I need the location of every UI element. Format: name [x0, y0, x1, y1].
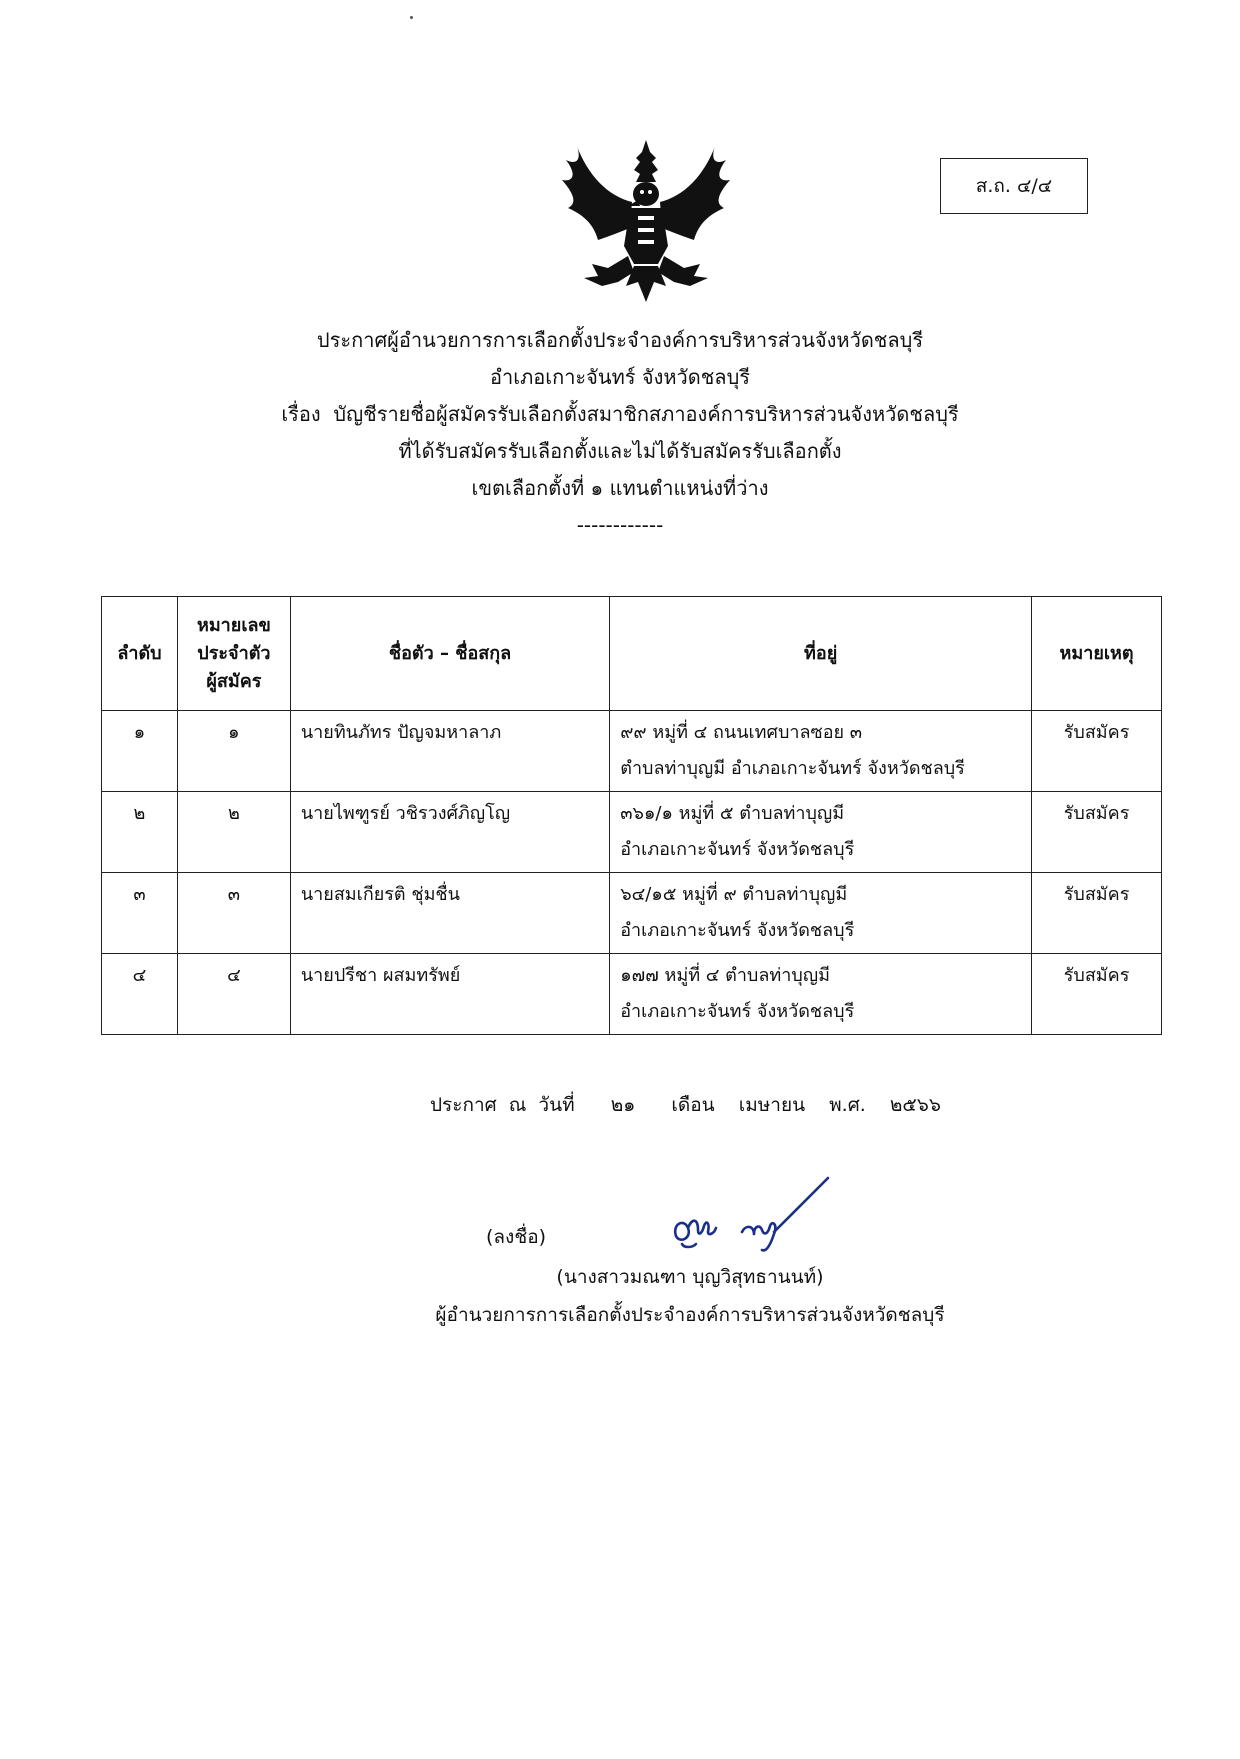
address-line-1: ๖๔/๑๕ หมู่ที่ ๙ ตำบลท่าบุญมี [620, 884, 848, 905]
candidate-table [101, 596, 1162, 1035]
header-order: ลำดับ [102, 597, 178, 711]
row-remark: รับสมัคร [1032, 711, 1162, 792]
row-order: ๓ [102, 873, 178, 954]
garuda-emblem-icon [558, 136, 734, 306]
address-line-2: อำเภอเกาะจันทร์ จังหวัดชลบุรี [620, 1001, 855, 1022]
announcement-date: ประกาศ ณ วันที่ ๒๑ เดือน เมษายน พ.ศ. ๒๕๖๖ [430, 1094, 941, 1116]
address-line-2: ตำบลท่าบุญมี อำเภอเกาะจันทร์ จังหวัดชลบุรี [620, 758, 965, 779]
table-row [102, 873, 1162, 954]
row-address [610, 711, 1032, 792]
row-name: นายสมเกียรติ ชุ่มชื่น [290, 873, 609, 954]
address-line-1: ๑๗๗ หมู่ที่ ๔ ตำบลท่าบุญมี [620, 965, 830, 986]
header-number-line-3: ผู้สมัคร [206, 670, 262, 692]
row-address [610, 954, 1032, 1035]
header-name: ชื่อตัว – ชื่อสกุล [290, 597, 609, 711]
address-line-1: ๙๙ หมู่ที่ ๔ ถนนเทศบาลซอย ๓ [620, 722, 863, 743]
header-address: ที่อยู่ [610, 597, 1032, 711]
row-remark: รับสมัคร [1032, 954, 1162, 1035]
table-header-row [102, 597, 1162, 711]
row-address [610, 792, 1032, 873]
table-row [102, 711, 1162, 792]
signer-name: (นางสาวมณฑา บุญวิสุทธานนท์) [556, 1266, 824, 1288]
row-name: นายปรีชา ผสมทรัพย์ [290, 954, 609, 1035]
row-candidate-number: ๔ [177, 954, 290, 1035]
heading-line-4: ที่ได้รับสมัครรับเลือกตั้งและไม่ได้รับสมัครรับเลือกตั้ง [398, 439, 842, 463]
header-remark: หมายเหตุ [1032, 597, 1162, 711]
row-order: ๔ [102, 954, 178, 1035]
row-remark: รับสมัคร [1032, 873, 1162, 954]
heading-line-2: อำเภอเกาะจันทร์ จังหวัดชลบุรี [489, 365, 751, 389]
heading-line-5: เขตเลือกตั้งที่ ๑ แทนตำแหน่งที่ว่าง [471, 476, 769, 500]
form-code-box [940, 158, 1088, 214]
form-code: ส.ถ. ๔/๔ [975, 175, 1053, 197]
header-number-line-2: ประจำตัว [197, 642, 271, 664]
address-line-2: อำเภอเกาะจันทร์ จังหวัดชลบุรี [620, 839, 855, 860]
header-candidate-number [177, 597, 290, 711]
row-order: ๒ [102, 792, 178, 873]
row-candidate-number: ๑ [177, 711, 290, 792]
row-candidate-number: ๒ [177, 792, 290, 873]
row-name: นายไพฑูรย์ วชิรวงศ์ภิญโญ [290, 792, 609, 873]
signature-label: (ลงชื่อ) [486, 1226, 547, 1248]
signer-title: ผู้อำนวยการการเลือกตั้งประจำองค์การบริหารส่วนจังหวัดชลบุรี [435, 1304, 945, 1326]
heading-divider: ------------ [576, 513, 664, 537]
row-address [610, 873, 1032, 954]
row-remark: รับสมัคร [1032, 792, 1162, 873]
heading-line-3: เรื่อง บัญชีรายชื่อผู้สมัครรับเลือกตั้งสมาชิกสภาองค์การบริหารส่วนจังหวัดชลบุรี [281, 402, 959, 426]
address-line-2: อำเภอเกาะจันทร์ จังหวัดชลบุรี [620, 920, 855, 941]
row-order: ๑ [102, 711, 178, 792]
table-row [102, 792, 1162, 873]
address-line-1: ๓๖๑/๑ หมู่ที่ ๕ ตำบลท่าบุญมี [620, 803, 845, 824]
heading-line-1: ประกาศผู้อำนวยการการเลือกตั้งประจำองค์การบริหารส่วนจังหวัดชลบุรี [316, 328, 924, 352]
speck [410, 16, 413, 19]
table-row [102, 954, 1162, 1035]
row-name: นายทินภัทร ปัญจมหาลาภ [290, 711, 609, 792]
announcement-heading [0, 322, 1240, 544]
row-candidate-number: ๓ [177, 873, 290, 954]
header-number-line-1: หมายเลข [196, 614, 271, 636]
handwritten-signature [662, 1174, 842, 1264]
